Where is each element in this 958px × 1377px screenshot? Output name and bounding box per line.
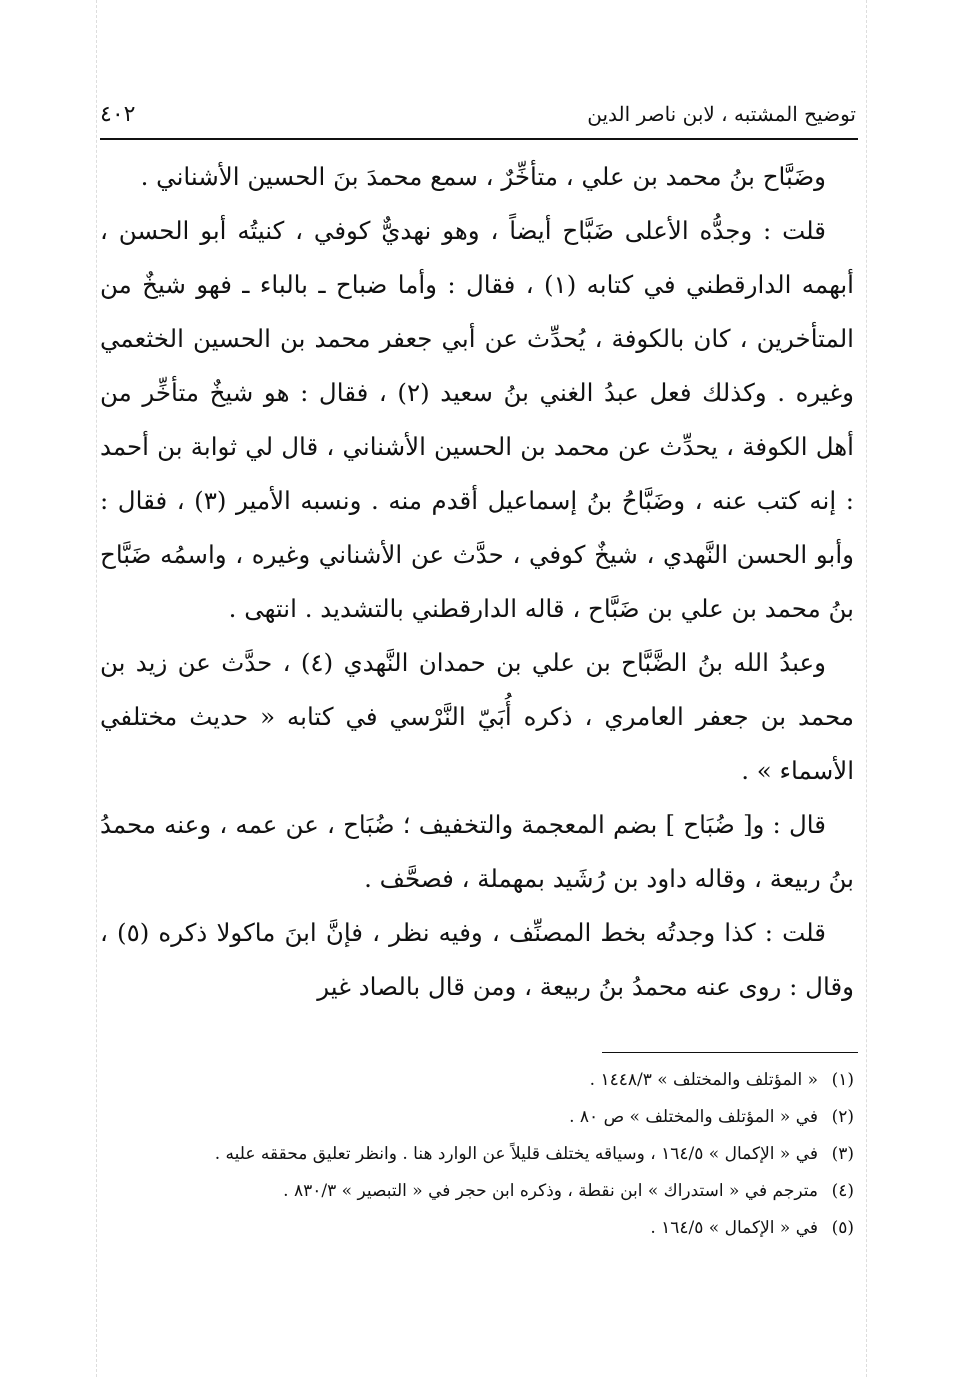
footnote-text: في « المؤتلف والمختلف » ص ٨٠ . bbox=[569, 1107, 818, 1127]
footnote-text: مترجم في « استدراك » ابن نقطة ، وذكره ابن حجر في « التبصير » ٨٣٠/٣ . bbox=[283, 1181, 818, 1201]
scan-guide-line bbox=[96, 0, 97, 1377]
paragraph: وضَبَّاح بنُ محمد بن علي ، متأخِّرٌ ، سمع محمدَ بنَ الحسين الأشناني . bbox=[140, 162, 826, 191]
footnote bbox=[100, 1210, 854, 1247]
running-title: توضيح المشتبه ، لابن ناصر الدين bbox=[587, 102, 856, 126]
paragraph: قال : و[ ضُبَاح ] بضم المعجمة والتخفيف ؛ ضُبَاح ، عن عمه ، وعنه محمدُ بنُ ربيعة ، وقاله داود بن رُشَيد بمهملة ، فصحَّف . bbox=[100, 810, 854, 893]
header-rule bbox=[100, 138, 858, 140]
footnote bbox=[100, 1062, 854, 1099]
main-text bbox=[100, 150, 854, 1014]
footnote-text: في « الإكمال » ١٦٤/٥ . bbox=[650, 1218, 818, 1238]
page-number: ٤٠٢ bbox=[100, 101, 136, 127]
paragraph: قلت : كذا وجدتُه بخط المصنِّف ، وفيه نظر ، فإنَّ ابنَ ماكولا ذكره (٥) ، وقال : روى عنه محمدُ بنُ ربيعة ، ومن قال بالصاد غير bbox=[100, 918, 854, 1001]
page-header bbox=[100, 92, 856, 136]
footnote-text: في « الإكمال » ١٦٤/٥ ، وسياقه يختلف قليلاً عن الوارد هنا . وانظر تعليق محققه عليه . bbox=[214, 1144, 818, 1164]
footnote bbox=[100, 1173, 854, 1210]
footnote-number: (٥) bbox=[831, 1218, 854, 1238]
footnote-separator bbox=[602, 1052, 858, 1053]
footnote bbox=[100, 1099, 854, 1136]
footnote-number: (١) bbox=[831, 1070, 854, 1090]
footnote-text: « المؤتلف والمختلف » ١٤٤٨/٣ . bbox=[589, 1070, 818, 1090]
footnote-number: (٤) bbox=[831, 1181, 854, 1201]
footnote bbox=[100, 1136, 854, 1173]
paragraph: وعبدُ الله بنُ الضَّبَّاح بن علي بن حمدان النَّهدي (٤) ، حدَّث عن زيد بن محمد بن جعفر العامري ، ذكره أُبَيّ النَّرْسي في كتابه « حديث مختلفي الأسماء » . bbox=[100, 648, 854, 785]
footnotes bbox=[100, 1062, 854, 1247]
footnote-number: (٣) bbox=[831, 1144, 854, 1164]
paragraph: قلت : وجدُّه الأعلى ضَبَّاح أيضاً ، وهو نهديٌّ كوفي ، كنيتُه أبو الحسن ، أبهمه الدارقطني في كتابه (١) ، فقال : وأما ضباح ـ بالباء ـ فهو شيخٌ من المتأخرين ، كان بالكوفة ، يُحدِّث عن أبي جعفر محمد بن الحسين الخثعمي وغيره . وكذلك فعل عبدُ الغني بنُ سعيد (٢) ، فقال : هو شيخٌ متأخِّر من أهل الكوفة ، يحدِّث عن محمد بن الحسين الأشناني ، قال لي ثوابة بن أحمد : إنه كتب عنه ، وضَبَّاحُ بنُ إسماعيل أقدم منه . ونسبه الأمير (٣) ، فقال : وأبو الحسن النَّهدي ، شيخٌ كوفي ، حدَّث عن الأشناني وغيره ، واسمُه ضَبَّاح بنُ محمد بن علي بن ضَبَّاح ، قاله الدارقطني بالتشديد . انتهى . bbox=[100, 216, 854, 623]
scan-guide-line bbox=[866, 0, 867, 1377]
footnote-number: (٢) bbox=[831, 1107, 854, 1127]
